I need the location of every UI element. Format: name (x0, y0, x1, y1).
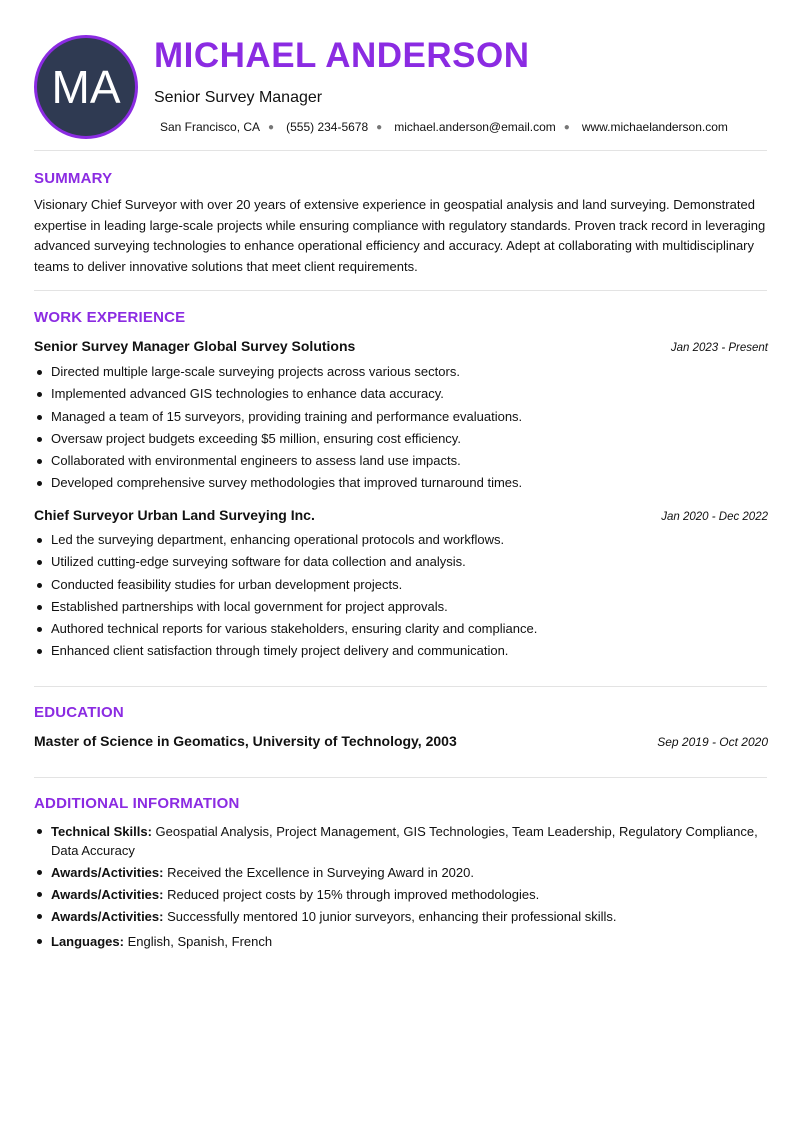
avatar-initials: MA (51, 61, 121, 113)
education-heading: EDUCATION (34, 704, 124, 721)
list-item: Oversaw project budgets exceeding $5 million, ensuring cost efficiency. (34, 428, 768, 450)
list-item: Collaborated with environmental engineers to assess land use impacts. (34, 450, 768, 472)
job-header (34, 338, 768, 354)
divider (34, 686, 767, 687)
job-header (34, 507, 768, 523)
list-item (34, 885, 768, 904)
degree: Master of Science in Geomatics, University of Technology, 2003 (34, 733, 457, 749)
info-label: Technical Skills: (51, 824, 152, 839)
candidate-name: MICHAEL ANDERSON (154, 36, 530, 75)
info-text: Successfully mentored 10 junior surveyors, enhancing their professional skills. (163, 909, 617, 924)
info-text: Reduced project costs by 15% through improved methodologies. (163, 887, 540, 902)
job-dates: Jan 2023 - Present (670, 342, 768, 354)
contact-location: San Francisco, CA (160, 120, 261, 134)
education-dates: Sep 2019 - Oct 2020 (657, 735, 768, 749)
divider (34, 290, 767, 291)
divider (34, 150, 767, 151)
contact-line (160, 120, 728, 134)
list-item: Managed a team of 15 surveyors, providing training and performance evaluations. (34, 406, 768, 428)
list-item (34, 932, 768, 951)
contact-website: www.michaelanderson.com (581, 120, 728, 134)
additional-info-list (34, 822, 768, 954)
info-label: Awards/Activities: (51, 887, 164, 902)
list-item: Enhanced client satisfaction through timely project delivery and communication. (34, 640, 768, 662)
list-item: Authored technical reports for various stakeholders, ensuring clarity and compliance. (34, 618, 768, 640)
work-experience-heading: WORK EXPERIENCE (34, 309, 186, 326)
info-text: Geospatial Analysis, Project Management, GIS Technologies, Team Leadership, Regulatory Compliance, Data Accuracy (51, 824, 758, 858)
list-item (34, 907, 768, 926)
job-bullets (34, 361, 768, 495)
list-item: Conducted feasibility studies for urban development projects. (34, 574, 768, 596)
list-item: Directed multiple large-scale surveying projects across various sectors. (34, 361, 768, 383)
list-item: Implemented advanced GIS technologies to enhance data accuracy. (34, 383, 768, 405)
avatar (34, 35, 138, 139)
separator-dot-icon: ● (563, 121, 570, 133)
education-entry (34, 733, 768, 749)
info-label: Languages: (51, 934, 124, 949)
list-item: Developed comprehensive survey methodologies that improved turnaround times. (34, 472, 768, 494)
contact-phone: (555) 234-5678 (286, 120, 369, 134)
divider (34, 777, 767, 778)
summary-text: Visionary Chief Surveyor with over 20 years of extensive experience in geospatial analysis and land surveying. Demonstrated expertise in leading large-scale projects while ensuring compliance with regulatory standards. Proven track record in leveraging advanced surveying technologies to enhance operational efficiency and accuracy. Adept at collaborating with multidisciplinary teams to deliver innovative solutions that meet client requirements. (34, 197, 766, 274)
summary-heading: SUMMARY (34, 170, 113, 187)
info-text: Received the Excellence in Surveying Award in 2020. (163, 865, 474, 880)
list-item (34, 863, 768, 882)
list-item (34, 822, 768, 860)
job-role: Chief Surveyor Urban Land Surveying Inc. (34, 507, 315, 523)
contact-email: michael.anderson@email.com (394, 120, 556, 134)
candidate-title: Senior Survey Manager (154, 89, 323, 106)
info-label: Awards/Activities: (51, 865, 164, 880)
job-bullets (34, 529, 768, 663)
list-item: Established partnerships with local government for project approvals. (34, 596, 768, 618)
job-role: Senior Survey Manager Global Survey Solutions (34, 338, 356, 354)
list-item: Led the surveying department, enhancing operational protocols and workflows. (34, 529, 768, 551)
list-item: Utilized cutting-edge surveying software for data collection and analysis. (34, 551, 768, 573)
info-label: Awards/Activities: (51, 909, 164, 924)
info-text: English, Spanish, French (123, 934, 273, 949)
separator-dot-icon: ● (376, 121, 383, 133)
additional-info-heading: ADDITIONAL INFORMATION (34, 795, 240, 812)
separator-dot-icon: ● (268, 121, 275, 133)
job-dates: Jan 2020 - Dec 2022 (661, 511, 768, 523)
